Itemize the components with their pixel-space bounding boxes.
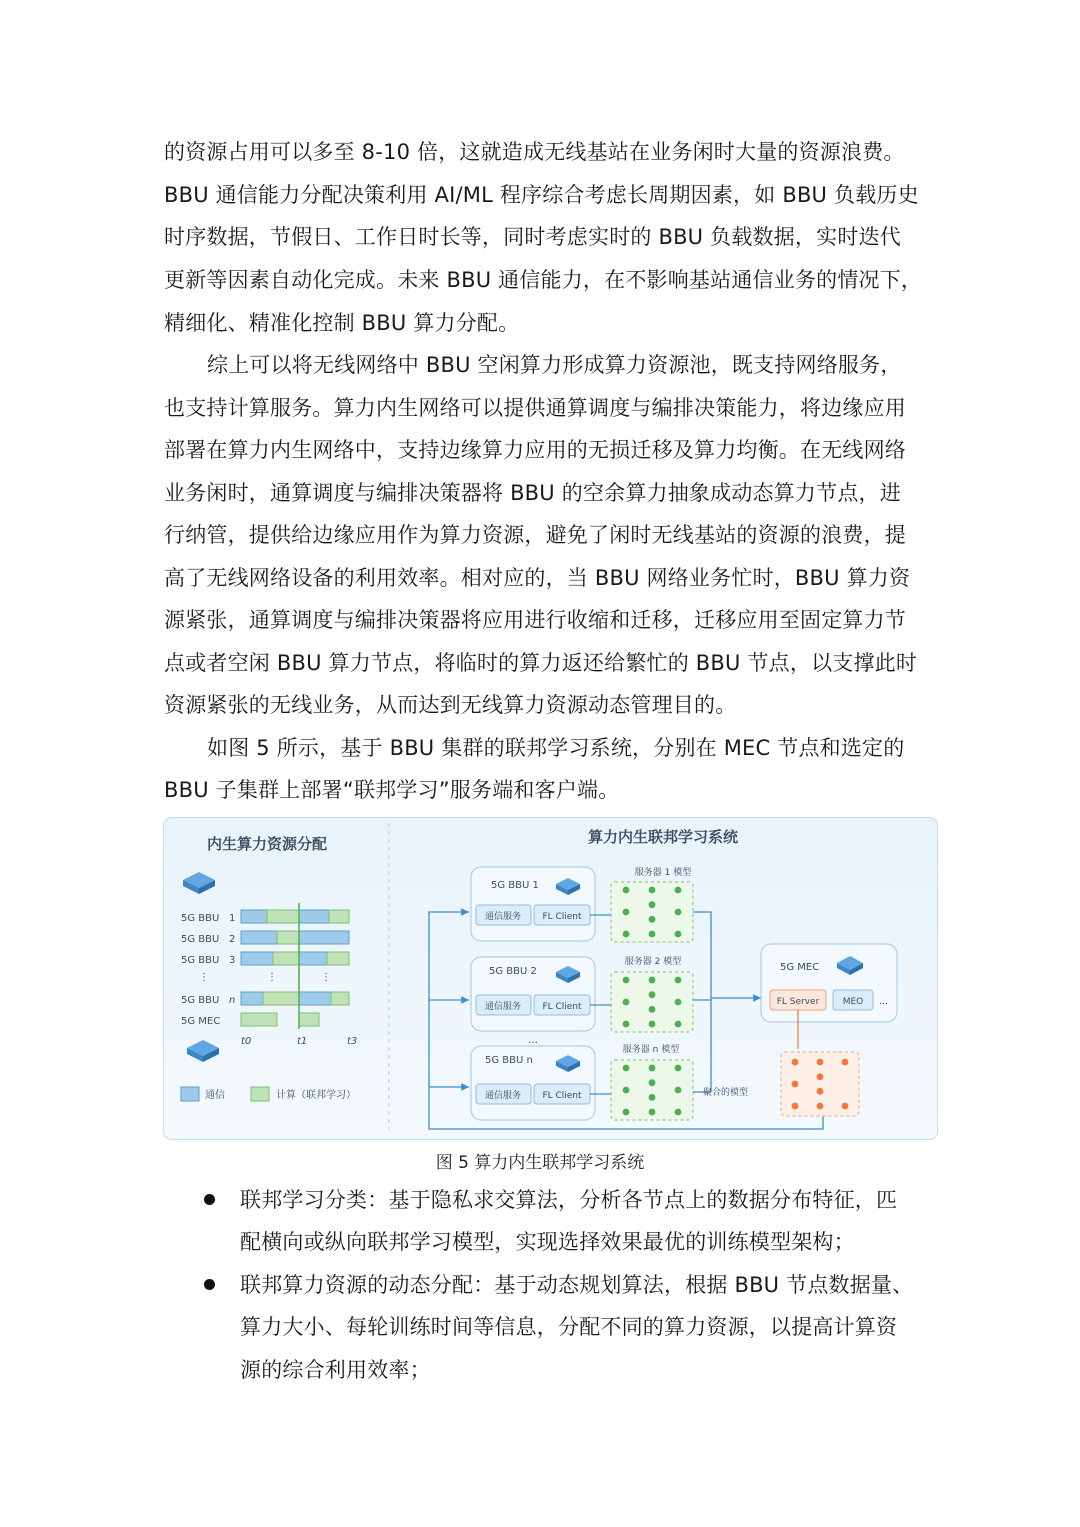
meo-label: MEO bbox=[842, 997, 864, 1007]
row-label: 5G BBU bbox=[181, 955, 220, 966]
text-line: 时序数据，节假日、工作日时长等，同时考虑实时的 BBU 负载数据，实时迭代 bbox=[164, 225, 901, 249]
model-node bbox=[623, 931, 630, 938]
comm-segment bbox=[241, 952, 273, 965]
comm-service-label: 通信服务 bbox=[484, 1091, 522, 1101]
model-node bbox=[842, 1103, 849, 1110]
model-node bbox=[649, 1006, 656, 1013]
mec-title: 5G MEC bbox=[780, 962, 820, 973]
model-node bbox=[675, 1109, 682, 1116]
model-node bbox=[792, 1059, 799, 1066]
legend-comm-swatch bbox=[181, 1087, 199, 1101]
mec-ellipsis: … bbox=[879, 997, 888, 1007]
text-line: 部署在算力内生网络中，支持边缘算力应用的无损迁移及算力均衡。在无线网络 bbox=[164, 438, 906, 462]
tick-label: t1 bbox=[297, 1036, 308, 1047]
compute-segment bbox=[329, 910, 349, 923]
bbu-node bbox=[471, 957, 595, 1031]
model-node bbox=[623, 999, 630, 1006]
tick-label: t0 bbox=[241, 1036, 252, 1047]
model-node bbox=[675, 1065, 682, 1072]
comm-service-label: 通信服务 bbox=[484, 1002, 522, 1012]
row-index: n bbox=[229, 995, 236, 1006]
compute-segment bbox=[267, 910, 299, 923]
model-node bbox=[817, 1059, 824, 1066]
text-line: 联邦算力资源的动态分配：基于动态规划算法，根据 BBU 节点数据量、 bbox=[240, 1273, 914, 1297]
timeline-row bbox=[181, 931, 349, 945]
row-index: 1 bbox=[229, 913, 236, 924]
compute-segment bbox=[327, 952, 349, 965]
bullet-icon bbox=[204, 1279, 215, 1290]
model-node bbox=[623, 887, 630, 894]
legend-compute-swatch bbox=[251, 1087, 269, 1101]
compute-segment bbox=[299, 1013, 319, 1026]
figure-caption: 图 5 算力内生联邦学习系统 bbox=[435, 1153, 645, 1173]
model-node bbox=[792, 1103, 799, 1110]
node-ellipsis: … bbox=[528, 1035, 538, 1046]
row-ellipsis: ⋮ bbox=[321, 972, 331, 983]
comm-segment bbox=[241, 931, 277, 944]
model-node bbox=[675, 1087, 682, 1094]
comm-segment bbox=[299, 952, 327, 965]
server-model-label: 服务器 2 模型 bbox=[624, 957, 682, 967]
fl-server-label: FL Server bbox=[776, 997, 820, 1007]
text-line: 也支持计算服务。算力内生网络可以提供通算调度与编排决策能力，将边缘应用 bbox=[164, 396, 906, 420]
model-node bbox=[649, 1065, 656, 1072]
row-ellipsis: ⋮ bbox=[199, 972, 209, 983]
text-line: 的资源占用可以多至 8-10 倍，这就造成无线基站在业务闲时大量的资源浪费。 bbox=[164, 140, 905, 164]
model-node bbox=[792, 1081, 799, 1088]
federated-learning-figure bbox=[163, 817, 938, 1140]
model-node bbox=[649, 1021, 656, 1028]
server-model-label: 服务器 n 模型 bbox=[622, 1045, 680, 1055]
text-line: 如图 5 所示，基于 BBU 集群的联邦学习系统，分别在 MEC 节点和选定的 bbox=[207, 736, 905, 760]
model-node bbox=[675, 1021, 682, 1028]
comm-segment bbox=[299, 992, 331, 1005]
text-line: 算力大小、每轮训练时间等信息，分配不同的算力资源，以提高计算资 bbox=[240, 1315, 898, 1339]
bbu-node-title: 5G BBU 1 bbox=[491, 880, 539, 891]
comm-service-label: 通信服务 bbox=[484, 912, 522, 922]
text-line: 综上可以将无线网络中 BBU 空闲算力形成算力资源池，既支持网络服务， bbox=[207, 353, 902, 377]
fl-client-label: FL Client bbox=[542, 1091, 582, 1101]
text-line: 资源紧张的无线业务，从而达到无线算力资源动态管理目的。 bbox=[164, 693, 737, 717]
legend-comm-label: 通信 bbox=[205, 1090, 225, 1101]
model-node bbox=[675, 931, 682, 938]
left-panel-title: 内生算力资源分配 bbox=[206, 835, 328, 853]
comm-segment bbox=[241, 910, 267, 923]
timeline-row bbox=[181, 952, 349, 966]
compute-segment bbox=[331, 992, 349, 1005]
model-node bbox=[817, 1088, 824, 1095]
text-line: 联邦学习分类：基于隐私求交算法，分析各节点上的数据分布特征，匹 bbox=[240, 1188, 898, 1212]
text-line: 高了无线网络设备的利用效率。相对应的，当 BBU 网络业务忙时，BBU 算力资 bbox=[164, 566, 911, 590]
model-node bbox=[649, 931, 656, 938]
row-index: 2 bbox=[229, 934, 236, 945]
model-node bbox=[623, 1021, 630, 1028]
model-node bbox=[675, 999, 682, 1006]
row-label: 5G MEC bbox=[181, 1016, 221, 1027]
text-line: 业务闲时，通算调度与编排决策器将 BBU 的空余算力抽象成动态算力节点，进 bbox=[164, 481, 901, 505]
row-ellipsis: ⋮ bbox=[267, 972, 277, 983]
model-node bbox=[649, 901, 656, 908]
model-node bbox=[649, 1109, 656, 1116]
model-node bbox=[842, 1059, 849, 1066]
model-node bbox=[649, 977, 656, 984]
text-line: 更新等因素自动化完成。未来 BBU 通信能力，在不影响基站通信业务的情况下， bbox=[164, 268, 923, 292]
row-label: 5G BBU bbox=[181, 934, 220, 945]
timeline-row bbox=[181, 910, 349, 924]
model-node bbox=[649, 991, 656, 998]
model-node bbox=[623, 1087, 630, 1094]
text-line: BBU 通信能力分配决策利用 AI/ML 程序综合考虑长周期因素，如 BBU 负载历史 bbox=[164, 183, 919, 207]
model-node bbox=[649, 1094, 656, 1101]
text-line: 行纳管，提供给边缘应用作为算力资源，避免了闲时无线基站的资源的浪费，提 bbox=[164, 523, 906, 547]
right-panel-title: 算力内生联邦学习系统 bbox=[587, 828, 739, 846]
model-node bbox=[623, 909, 630, 916]
compute-segment bbox=[241, 1013, 277, 1026]
bbu-node-title: 5G BBU 2 bbox=[489, 966, 537, 977]
model-node bbox=[649, 887, 656, 894]
text-line: 精细化、精准化控制 BBU 算力分配。 bbox=[164, 311, 520, 335]
model-node bbox=[623, 1065, 630, 1072]
mec-node bbox=[761, 944, 897, 1022]
fl-client-label: FL Client bbox=[542, 912, 582, 922]
compute-segment bbox=[277, 931, 299, 944]
text-line: 配横向或纵向联邦学习模型，实现选择效果最优的训练模型架构； bbox=[240, 1230, 855, 1254]
bbu-node bbox=[471, 867, 595, 941]
tick-label: t3 bbox=[347, 1036, 358, 1047]
bullet-icon bbox=[204, 1194, 215, 1205]
bbu-node-box bbox=[471, 867, 595, 941]
text-line: 点或者空闲 BBU 算力节点，将临时的算力返还给繁忙的 BBU 节点，以支撑此时 bbox=[164, 651, 918, 675]
model-node bbox=[649, 1079, 656, 1086]
model-node bbox=[623, 977, 630, 984]
row-index: 3 bbox=[229, 955, 236, 966]
bbu-node bbox=[471, 1046, 595, 1120]
text-line: 源的综合利用效率； bbox=[240, 1358, 431, 1382]
text-line: BBU 子集群上部署“联邦学习”服务端和客户端。 bbox=[164, 778, 620, 802]
model-node bbox=[817, 1103, 824, 1110]
model-node bbox=[675, 977, 682, 984]
comm-segment bbox=[299, 931, 349, 944]
timeline-row bbox=[181, 992, 349, 1006]
model-node bbox=[675, 909, 682, 916]
bbu-node-title: 5G BBU n bbox=[485, 1055, 533, 1066]
compute-segment bbox=[273, 952, 299, 965]
row-label: 5G BBU bbox=[181, 913, 220, 924]
model-node bbox=[675, 887, 682, 894]
model-node bbox=[623, 1109, 630, 1116]
comm-segment bbox=[241, 992, 263, 1005]
model-node bbox=[649, 916, 656, 923]
server-model-label: 服务器 1 模型 bbox=[634, 868, 692, 878]
comm-segment bbox=[299, 910, 329, 923]
text-line: 源紧张，通算调度与编排决策器将应用进行收缩和迁移，迁移应用至固定算力节 bbox=[164, 608, 906, 632]
fl-client-label: FL Client bbox=[542, 1002, 582, 1012]
legend-compute-label: 计算（联邦学习） bbox=[276, 1090, 356, 1101]
row-label: 5G BBU bbox=[181, 995, 220, 1006]
agg-model-label: 聚合的模型 bbox=[702, 1088, 748, 1098]
model-node bbox=[817, 1073, 824, 1080]
compute-segment bbox=[263, 992, 299, 1005]
